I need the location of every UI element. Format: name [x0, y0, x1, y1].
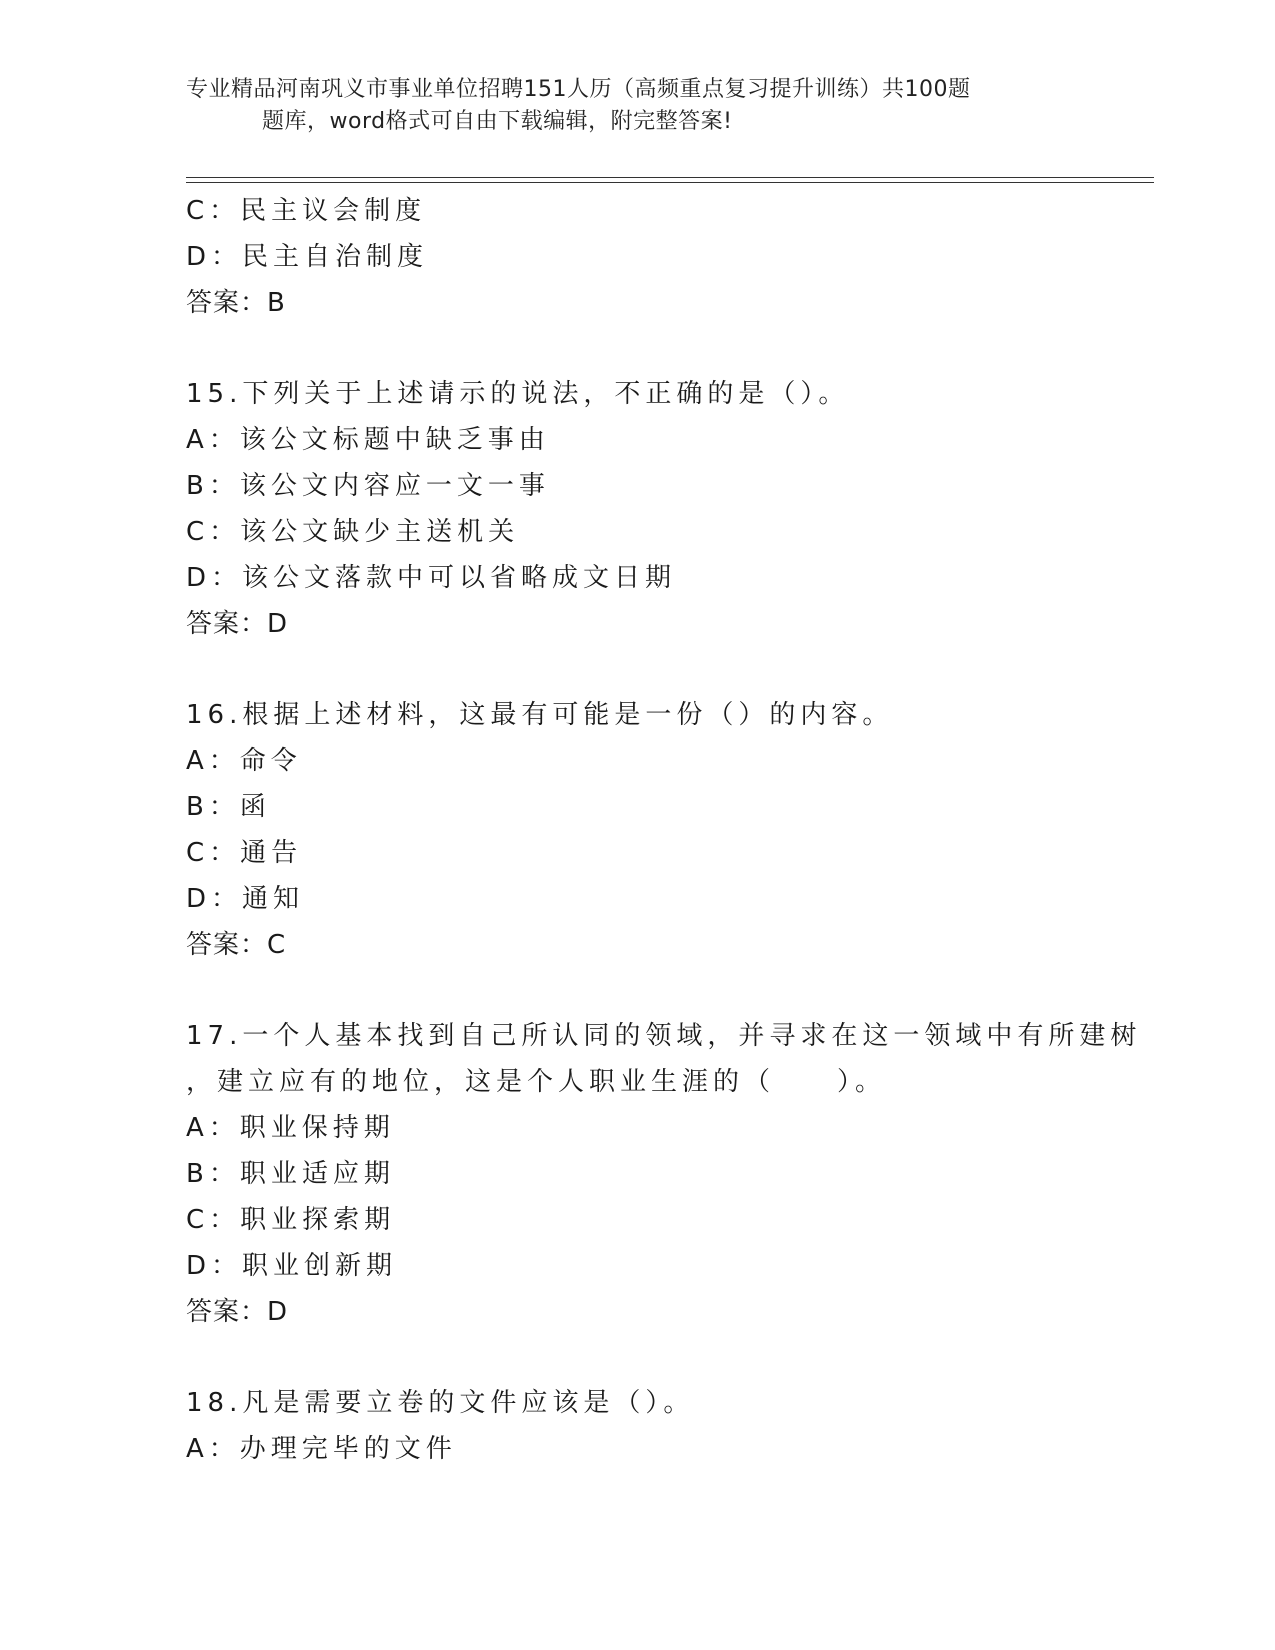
header-rule-bottom — [186, 182, 1154, 183]
option-b: B：函 — [186, 792, 271, 822]
question-text: 16.根据上述材料，这最有可能是一份（）的内容。 — [186, 700, 894, 730]
option-b: B：职业适应期 — [186, 1159, 395, 1189]
spacer — [186, 1335, 1146, 1380]
question-14 — [186, 188, 1146, 326]
header-rule-top — [186, 177, 1154, 178]
question-text: 15.下列关于上述请示的说法，不正确的是（）。 — [186, 379, 850, 409]
question-16 — [186, 692, 1146, 968]
option-b: B：该公文内容应一文一事 — [186, 471, 550, 501]
option-c: C：该公文缺少主送机关 — [186, 517, 520, 547]
spacer — [186, 968, 1146, 1013]
question-list — [186, 188, 1146, 1472]
spacer — [186, 326, 1146, 371]
option-c: C：职业探索期 — [186, 1205, 396, 1235]
option-a: A：命令 — [186, 746, 302, 776]
option-c: C：民主议会制度 — [186, 196, 427, 226]
answer: 答案：D — [186, 609, 289, 639]
option-d: D：职业创新期 — [186, 1251, 398, 1281]
question-15 — [186, 371, 1146, 647]
option-d: D：该公文落款中可以省略成文日期 — [186, 563, 677, 593]
header-title-line1: 专业精品河南巩义市事业单位招聘151人历（高频重点复习提升训练）共100题 — [186, 77, 971, 102]
question-text: 18.凡是需要立卷的文件应该是（）。 — [186, 1388, 695, 1418]
question-text: 17.一个人基本找到自己所认同的领域，并寻求在这一领域中有所建树 — [186, 1021, 1142, 1051]
spacer — [186, 647, 1146, 692]
question-text-continued: ，建立应有的地位，这是个人职业生涯的（ ）。 — [186, 1067, 887, 1097]
option-c: C：通告 — [186, 838, 303, 868]
option-a: A：办理完毕的文件 — [186, 1434, 457, 1464]
option-d: D：民主自治制度 — [186, 242, 429, 272]
answer: 答案：B — [186, 288, 286, 318]
question-17 — [186, 1013, 1146, 1335]
option-a: A：职业保持期 — [186, 1113, 395, 1143]
document-header-title — [186, 74, 1086, 138]
option-d: D：通知 — [186, 884, 305, 914]
question-18 — [186, 1380, 1146, 1472]
header-title-line2: 题库，word格式可自由下载编辑，附完整答案! — [262, 109, 733, 134]
answer: 答案：C — [186, 930, 287, 960]
option-a: A：该公文标题中缺乏事由 — [186, 425, 550, 455]
answer: 答案：D — [186, 1297, 289, 1327]
